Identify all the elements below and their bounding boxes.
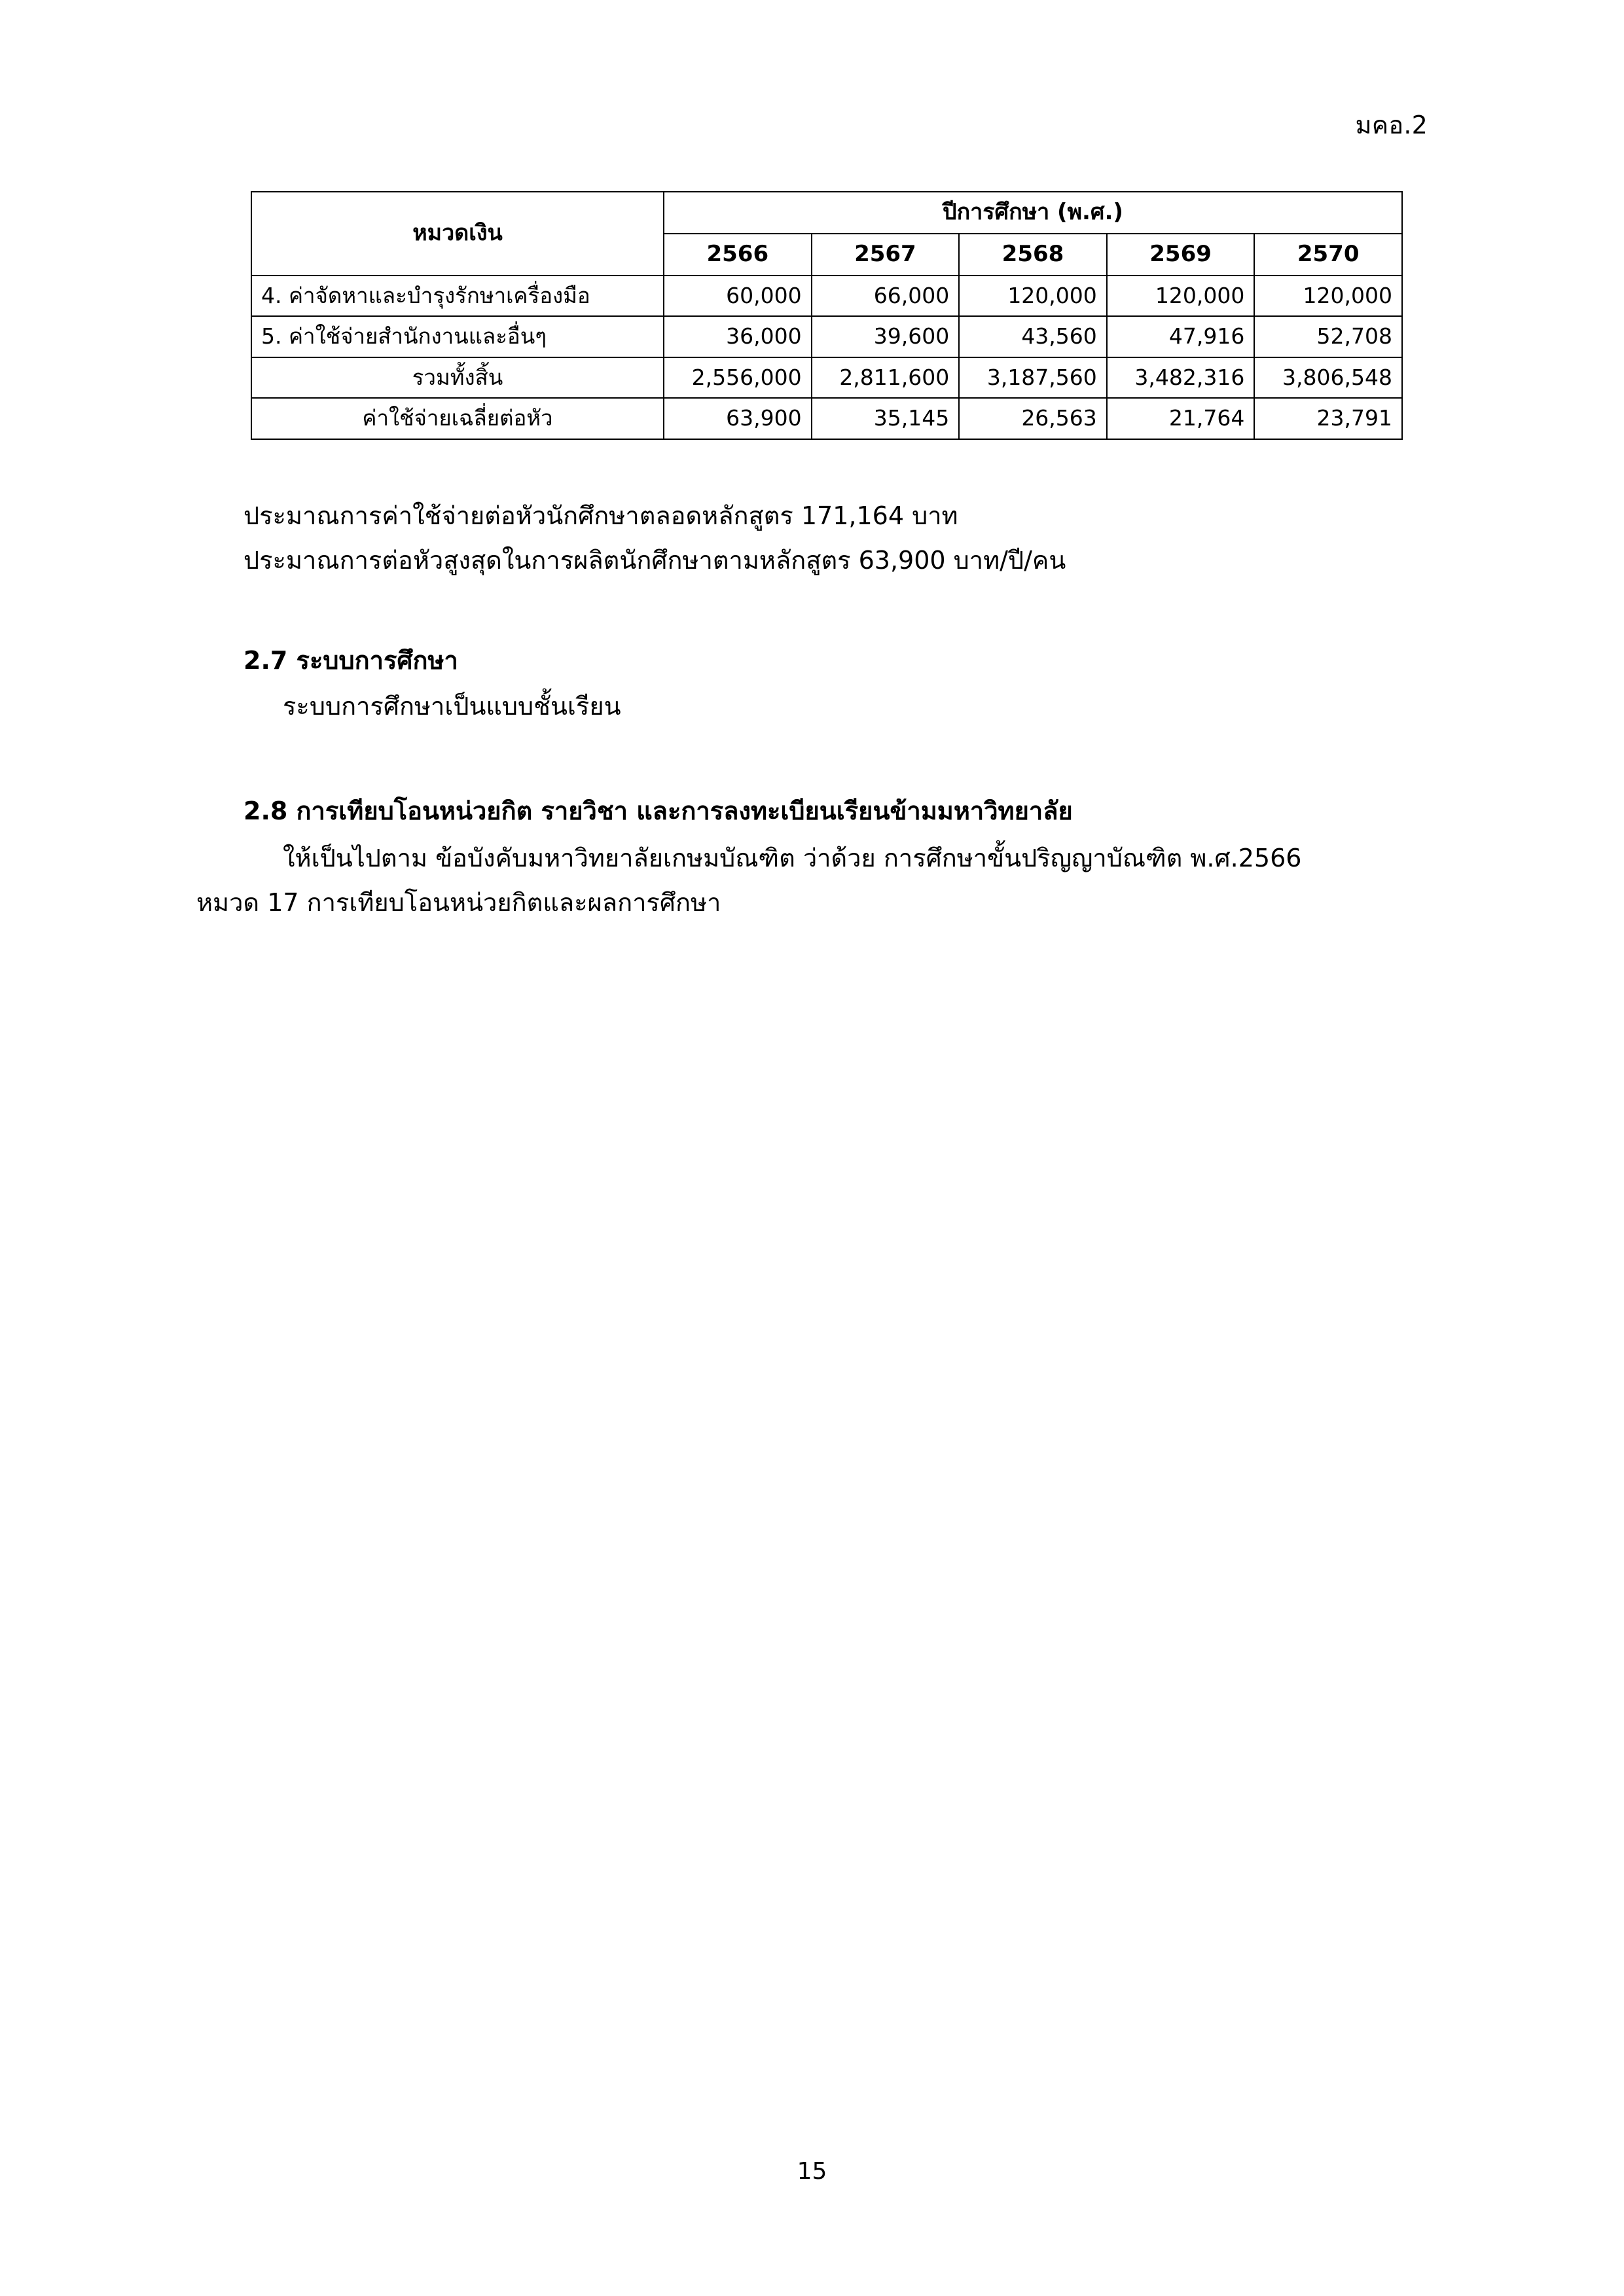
- table-header-row-1: [251, 192, 1402, 234]
- table-cell: 39,600: [812, 316, 960, 357]
- table-header-year-2: 2568: [959, 234, 1107, 276]
- table-cell: 21,764: [1107, 398, 1255, 439]
- note-line-1: ประมาณการค่าใช้จ่ายต่อหัวนักศึกษาตลอดหลักสูตร 171,164 บาท: [244, 501, 958, 530]
- table-cell: 60,000: [664, 276, 812, 317]
- table-row: [251, 316, 1402, 357]
- table-row: [251, 357, 1402, 399]
- table-row-label: 4. ค่าจัดหาและบำรุงรักษาเครื่องมือ: [251, 276, 664, 317]
- section-body-2-8-line-2: หมวด 17 การเทียบโอนหน่วยกิตและผลการศึกษา: [196, 888, 721, 917]
- table-header-category: หมวดเงิน: [251, 192, 664, 276]
- page-header-label: มคอ.2: [1355, 111, 1428, 139]
- table-cell: 2,556,000: [664, 357, 812, 399]
- table-row: [251, 398, 1402, 439]
- budget-table-container: [251, 191, 1403, 440]
- table-row: [251, 276, 1402, 317]
- table-cell: 52,708: [1254, 316, 1402, 357]
- table-cell: 47,916: [1107, 316, 1255, 357]
- section-body-2-8-line-1: ให้เป็นไปตาม ข้อบังคับมหาวิทยาลัยเกษมบัณฑิต ว่าด้วย การศึกษาขั้นปริญญาบัณฑิต พ.ศ.2566: [283, 844, 1302, 872]
- table-cell: 120,000: [959, 276, 1107, 317]
- table-cell: 23,791: [1254, 398, 1402, 439]
- table-header-year-0: 2566: [664, 234, 812, 276]
- table-cell: 120,000: [1107, 276, 1255, 317]
- table-row-label: รวมทั้งสิ้น: [251, 357, 664, 399]
- budget-table: [251, 191, 1403, 440]
- table-cell: 26,563: [959, 398, 1107, 439]
- section-heading-2-8: 2.8 การเทียบโอนหน่วยกิต รายวิชา และการลงทะเบียนเรียนข้ามมหาวิทยาลัย: [244, 797, 1073, 825]
- section-heading-2-7: 2.7 ระบบการศึกษา: [244, 646, 458, 675]
- section-body-2-7: ระบบการศึกษาเป็นแบบชั้นเรียน: [283, 692, 621, 721]
- table-cell: 63,900: [664, 398, 812, 439]
- table-cell: 3,187,560: [959, 357, 1107, 399]
- table-cell: 120,000: [1254, 276, 1402, 317]
- note-line-2: ประมาณการต่อหัวสูงสุดในการผลิตนักศึกษาตามหลักสูตร 63,900 บาท/ปี/คน: [244, 546, 1066, 575]
- table-cell: 36,000: [664, 316, 812, 357]
- table-cell: 3,806,548: [1254, 357, 1402, 399]
- table-row-label: 5. ค่าใช้จ่ายสำนักงานและอื่นๆ: [251, 316, 664, 357]
- table-cell: 2,811,600: [812, 357, 960, 399]
- table-header-year-4: 2570: [1254, 234, 1402, 276]
- table-header-year-3: 2569: [1107, 234, 1255, 276]
- table-cell: 66,000: [812, 276, 960, 317]
- table-cell: 3,482,316: [1107, 357, 1255, 399]
- table-header-year-1: 2567: [812, 234, 960, 276]
- page-number: 15: [797, 2158, 827, 2185]
- table-cell: 35,145: [812, 398, 960, 439]
- table-row-label: ค่าใช้จ่ายเฉลี่ยต่อหัว: [251, 398, 664, 439]
- table-cell: 43,560: [959, 316, 1107, 357]
- table-header-year-group: ปีการศึกษา (พ.ศ.): [664, 192, 1402, 234]
